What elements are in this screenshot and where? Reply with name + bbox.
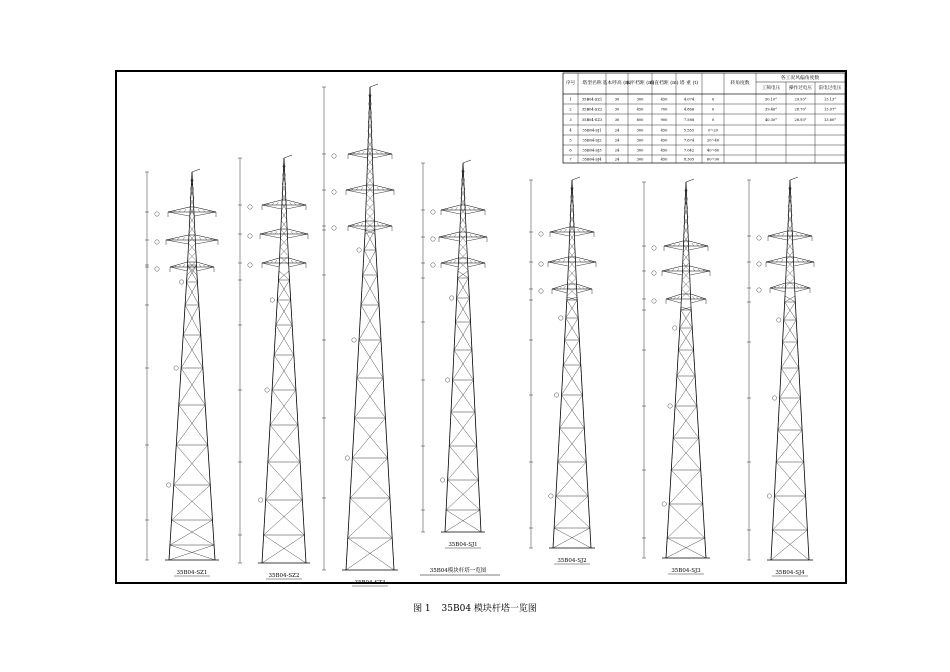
table-cell: 7.042: [683, 148, 695, 153]
tower-label: 35B04-SJ3: [671, 568, 701, 574]
table-cell: 300: [636, 138, 644, 143]
table-cell: 6: [569, 148, 572, 153]
table-cell: 8.305: [683, 157, 695, 162]
table-cell: 7.588: [683, 117, 695, 122]
table-cell: 24: [614, 157, 620, 162]
table-cell: 2: [569, 107, 572, 112]
drawing-frame: [115, 70, 847, 584]
table-cell: 1: [569, 97, 572, 102]
table-header-cell: 序号: [565, 81, 576, 86]
table-cell: 35B04-SJ3: [582, 148, 602, 153]
tower-label: 35B04-SJ4: [775, 570, 805, 576]
table-cell: 4: [569, 128, 572, 133]
table-cell: 60~90: [706, 157, 720, 162]
table-cell: 450: [660, 97, 668, 102]
table-subheader-cell: 工频电压: [761, 86, 781, 91]
table-group-header: 各工况风偏角度数: [780, 76, 820, 81]
table-cell: 13.13°: [823, 97, 837, 102]
table-cell: 29.93°: [794, 97, 807, 102]
table-cell: 300: [636, 97, 644, 102]
figure-title: 35B04 模块杆塔一览图: [441, 604, 537, 614]
table-cell: 30: [614, 107, 620, 112]
table-subheader-cell: 雷电过电压: [818, 86, 842, 91]
table-cell: 600: [636, 117, 644, 122]
table-cell: 5.555: [683, 128, 695, 133]
table-cell: 3: [569, 117, 572, 122]
tower-label: 35B04-SZ1: [176, 570, 208, 576]
table-cell: 13.60°: [823, 117, 837, 122]
table-cell: 39.46°: [764, 107, 778, 112]
table-cell: 40~60: [706, 148, 720, 153]
table-cell: 0: [711, 97, 715, 102]
table-cell: 700: [660, 107, 668, 112]
table-header-cell: 基本呼高 (m): [602, 81, 632, 86]
table-cell: 50.10°: [764, 97, 778, 102]
table-cell: 13.07°: [823, 107, 837, 112]
table-cell: 35B04-SZ3: [581, 117, 603, 122]
table-cell: 30: [614, 117, 620, 122]
table-cell: 450: [660, 157, 668, 162]
table-cell: 450: [660, 128, 668, 133]
figure-caption: [0, 601, 950, 614]
table-cell: 20~40: [706, 138, 720, 143]
table-cell: 0~20: [708, 128, 718, 133]
table-cell: 28.70°: [794, 107, 807, 112]
table-cell: 24: [614, 148, 620, 153]
table-cell: 4.866: [683, 107, 695, 112]
table-cell: 35B04-SJ2: [582, 138, 602, 143]
table-cell: 35B04-SJ4: [582, 157, 602, 162]
table-cell: 450: [660, 138, 668, 143]
table-header-cell: 水平档距 (m): [625, 81, 655, 86]
tower-label: 35B04-SJ2: [557, 558, 587, 564]
table-subheader-cell: 操作过电压: [789, 86, 812, 91]
table-cell: 0: [711, 117, 715, 122]
table-cell: 35B04-SJ1: [582, 128, 602, 133]
table-cell: 0: [711, 107, 715, 112]
table-cell: 30: [614, 97, 620, 102]
table-cell: 7.674: [683, 138, 695, 143]
table-cell: 35B04-SZ1: [581, 97, 603, 102]
sheet-title: 35B04模块杆塔一览图: [429, 568, 487, 574]
table-cell: 7: [569, 157, 572, 162]
table-cell: 24: [614, 138, 620, 143]
table-cell: 450: [636, 107, 644, 112]
table-cell: 300: [636, 148, 644, 153]
table-cell: 5: [569, 138, 572, 143]
table-cell: 900: [660, 117, 668, 122]
tower-label: 35B04-SJ1: [448, 542, 478, 548]
table-cell: 24: [614, 128, 620, 133]
table-cell: 450: [660, 148, 668, 153]
tower-label: 35B04-SZ2: [268, 573, 300, 579]
table-header-cell: 塔型名称: [582, 81, 602, 86]
table-cell: 35B04-SZ2: [581, 107, 603, 112]
table-cell: 40.30°: [764, 117, 778, 122]
table-header-cell: 塔 重 (t): [679, 81, 699, 86]
table-header-cell: 转角度数: [730, 81, 750, 86]
table-cell: 300: [636, 128, 644, 133]
table-cell: 300: [636, 157, 644, 162]
table-cell: 28.93°: [794, 117, 807, 122]
table-header-cell: 垂直档距 (m): [649, 81, 679, 86]
table-cell: 4.074: [683, 97, 695, 102]
tower-label: 35B04-SZ3: [354, 580, 386, 586]
figure-number: 图 1: [413, 604, 431, 614]
